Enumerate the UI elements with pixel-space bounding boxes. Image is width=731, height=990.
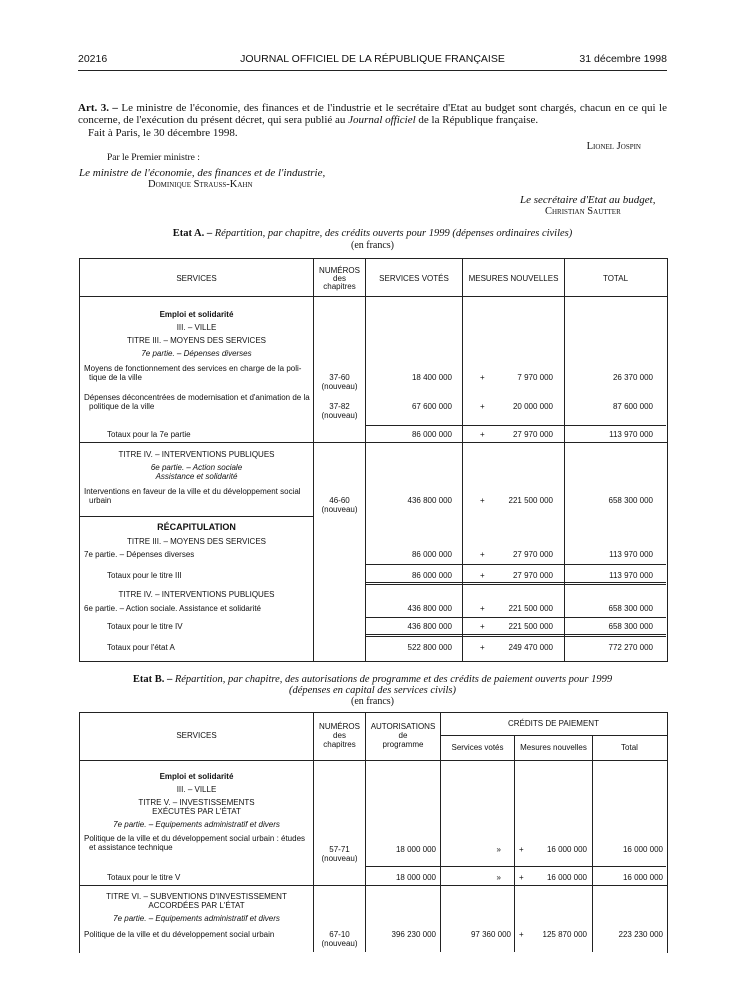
etat-a-tot-t4-mesures: 221 500 000: [508, 622, 553, 631]
etat-b-partie7: 7e partie. – Equipements administratif et divers: [113, 820, 280, 829]
etat-b-tot-t5-ap: 18 000 000: [395, 873, 436, 882]
etat-a-recap-p7-sign: +: [480, 550, 485, 559]
etat-a-row1-label-2: tique de la ville: [89, 373, 142, 382]
etat-a-header-services: SERVICES: [176, 274, 217, 283]
etat-b-header-mesures: Mesures nouvelles: [520, 743, 587, 752]
signer-jospin: Lionel Jospin: [586, 141, 641, 152]
etat-a-row3-sign: +: [480, 496, 485, 505]
etat-a-row2-label-2: politique de la ville: [89, 402, 155, 411]
etat-a-recap: RÉCAPITULATION: [157, 522, 236, 532]
etat-b-row2-sign: +: [519, 930, 524, 939]
etat-a-tot-t3-sign: +: [480, 571, 485, 580]
etat-a-row1-mesures: 7 970 000: [517, 373, 553, 382]
etat-a-row2-sign: +: [480, 402, 485, 411]
etat-a-tot7-mesures: 27 970 000: [512, 430, 553, 439]
etat-b-partie7b: 7e partie. – Equipements administratif et divers: [113, 914, 280, 923]
page-number: 20216: [78, 53, 108, 65]
etat-b-titre5-2: EXÉCUTÉS PAR L'ÉTAT: [152, 807, 241, 816]
etat-b-title: [78, 674, 667, 685]
etat-b-header-votes: Services votés: [451, 743, 504, 752]
etat-a-recap-p7: 7e partie. – Dépenses diverses: [84, 550, 195, 559]
etat-a-row3-votes: 436 800 000: [407, 496, 452, 505]
etat-b-header-chapitres: chapitres: [323, 740, 356, 749]
header-rule: [78, 70, 667, 71]
etat-a-row1-nouveau: (nouveau): [321, 382, 358, 391]
secretary-name: Christian Sautter: [545, 206, 621, 217]
etat-a-row1-label-1: Moyens de fonctionnement des services en charge de la poli-: [84, 364, 302, 373]
etat-b-ville: III. – VILLE: [176, 785, 217, 794]
etat-a-recap-p7-mesures: 27 970 000: [512, 550, 553, 559]
etat-a-row2-total: 87 600 000: [612, 402, 653, 411]
etat-a-tot-a-total: 772 270 000: [608, 643, 653, 652]
etat-b-row2-votes: 97 360 000: [470, 930, 511, 939]
etat-a-tot-t3-total: 113 970 000: [609, 571, 653, 580]
secretary-title: Le secrétaire d'Etat au budget,: [520, 194, 656, 206]
etat-b-titre6-1: TITRE VI. – SUBVENTIONS D'INVESTISSEMENT: [106, 892, 287, 901]
etat-a-tot7-label: Totaux pour la 7e partie: [107, 430, 191, 439]
etat-a-row2-votes: 67 600 000: [411, 402, 452, 411]
etat-b-title-italic-2: (dépenses en capital des services civils): [288, 685, 457, 696]
etat-b-tot-t5-sign: +: [519, 873, 524, 882]
etat-a-assistance: Assistance et solidarité: [155, 472, 238, 481]
etat-a-tot7-votes: 86 000 000: [411, 430, 452, 439]
etat-a-row3-label-2: urbain: [89, 496, 112, 505]
etat-a-row1-total: 26 370 000: [612, 373, 653, 382]
etat-b-row1-label-1: Politique de la ville et du développement social urbain : études: [84, 834, 306, 843]
etat-b-titre5-1: TITRE V. – INVESTISSEMENTS: [138, 798, 255, 807]
etat-a-row3-num: 46-60: [329, 496, 350, 505]
minister-name: Dominique Strauss-Kahn: [148, 179, 253, 190]
etat-a-ville: III. – VILLE: [176, 323, 217, 332]
etat-a-title-bold: Etat A. –: [172, 228, 213, 239]
issue-date: 31 décembre 1998: [579, 53, 667, 65]
etat-a-tot-a-votes: 522 800 000: [407, 643, 452, 652]
journal-title: JOURNAL OFFICIEL DE LA RÉPUBLIQUE FRANÇAISE: [240, 53, 505, 65]
etat-b-title-bold: Etat B. –: [132, 674, 173, 685]
etat-a-recap-p6-votes: 436 800 000: [407, 604, 452, 613]
etat-a-header-chapitres: chapitres: [323, 282, 356, 291]
etat-b-row1-votes: »: [496, 845, 501, 854]
etat-a-tot-a-sign: +: [480, 643, 485, 652]
etat-a-recap-titre3: TITRE III. – MOYENS DES SERVICES: [127, 537, 266, 546]
etat-a-unit: (en francs): [350, 240, 395, 251]
etat-a-tot7-total: 113 970 000: [609, 430, 653, 439]
par-premier-ministre: Par le Premier ministre :: [107, 153, 200, 163]
etat-b-row2-label: Politique de la ville et du développement social urbain: [84, 930, 275, 939]
etat-b-row1-nouveau: (nouveau): [321, 854, 358, 863]
etat-a-header-total: TOTAL: [602, 274, 629, 283]
etat-a-row2-nouveau: (nouveau): [321, 411, 358, 420]
etat-a-row2-label-1: Dépenses déconcentrées de modernisation et d'animation de la: [84, 393, 310, 402]
etat-b-header-programme: programme: [382, 740, 424, 749]
article-end: de la République française.: [418, 114, 539, 126]
etat-a-tot-a-label: Totaux pour l'état A: [107, 643, 175, 652]
article-text: Le ministre de l'économie, des finances et de l'industrie et le secrétaire d'Etat au budget sont chargés, chacun en ce qui le concerne, de l'exécution du présent décret, qui sera publié au: [78, 102, 667, 126]
etat-a-tot-t4-total: 658 300 000: [608, 622, 653, 631]
etat-a-row3-label-1: Interventions en faveur de la ville et du développement social: [84, 487, 301, 496]
etat-b-tot-t5-label: Totaux pour le titre V: [107, 873, 181, 882]
etat-a-tot-a-mesures: 249 470 000: [508, 643, 553, 652]
etat-a-tot-t3-votes: 86 000 000: [411, 571, 452, 580]
fait-a-paris: Fait à Paris, le 30 décembre 1998.: [88, 127, 238, 139]
article-label: Art. 3. –: [78, 102, 118, 114]
etat-b-unit: (en francs): [350, 696, 395, 707]
etat-b-row1-mesures: 16 000 000: [546, 845, 587, 854]
etat-a-recap-p6-sign: +: [480, 604, 485, 613]
etat-b-header-des: des: [333, 731, 346, 740]
etat-a-row3-total: 658 300 000: [608, 496, 653, 505]
etat-b-header-credits: CRÉDITS DE PAIEMENT: [508, 719, 599, 728]
etat-b-header-de: de: [398, 731, 408, 740]
etat-b-tot-t5-mesures: 16 000 000: [546, 873, 587, 882]
etat-a-recap-p6-mesures: 221 500 000: [508, 604, 553, 613]
page-header: [78, 53, 667, 67]
etat-b-header-services: SERVICES: [176, 731, 217, 740]
article-3: [78, 102, 667, 126]
etat-a-section: Emploi et solidarité: [159, 310, 234, 319]
etat-b-section: Emploi et solidarité: [159, 772, 234, 781]
article-jo: Journal officiel: [348, 114, 416, 126]
etat-b-row2-ap: 396 230 000: [391, 930, 436, 939]
etat-a-title: [78, 228, 667, 239]
etat-b-header-numeros: NUMÉROS: [319, 722, 360, 731]
etat-b-row2-total: 223 230 000: [618, 930, 663, 939]
etat-b-title-italic-1: Répartition, par chapitre, des autorisations de programme et des crédits de paiement ouverts pour 1999: [174, 674, 613, 685]
etat-b-row2-nouveau: (nouveau): [321, 939, 358, 948]
etat-a-row2-mesures: 20 000 000: [512, 402, 553, 411]
etat-a-tot-t3-label: Totaux pour le titre III: [107, 571, 182, 580]
etat-b-row1-ap: 18 000 000: [395, 845, 436, 854]
etat-a-header-numeros: NUMÉROS: [319, 266, 360, 275]
etat-a-recap-p6: 6e partie. – Action sociale. Assistance et solidarité: [84, 604, 261, 613]
etat-a-recap-p7-votes: 86 000 000: [411, 550, 452, 559]
etat-a-row1-num: 37-60: [329, 373, 350, 382]
etat-b-row1-label-2: et assistance technique: [89, 843, 173, 852]
etat-b-row2-num: 67-10: [329, 930, 350, 939]
etat-a-partie6: 6e partie. – Action sociale: [150, 463, 243, 472]
etat-a-row1-votes: 18 400 000: [411, 373, 452, 382]
etat-b-tot-t5-total: 16 000 000: [622, 873, 663, 882]
etat-b-header-autorisations: AUTORISATIONS: [370, 722, 436, 731]
etat-b-tot-t5-votes: »: [496, 873, 501, 882]
etat-a-tot-t4-votes: 436 800 000: [407, 622, 452, 631]
etat-a-tot-t4-sign: +: [480, 622, 485, 631]
etat-a-tot-t4-label: Totaux pour le titre IV: [107, 622, 183, 631]
etat-b-row2-mesures: 125 870 000: [542, 930, 587, 939]
etat-a-row3-mesures: 221 500 000: [508, 496, 553, 505]
etat-a-header-des: des: [333, 274, 346, 283]
etat-a-recap-p7-total: 113 970 000: [609, 550, 653, 559]
etat-a-titre4: TITRE IV. – INTERVENTIONS PUBLIQUES: [118, 450, 275, 459]
etat-a-row2-num: 37-82: [329, 402, 350, 411]
etat-a-partie7: 7e partie. – Dépenses diverses: [141, 349, 252, 358]
etat-b-row1-sign: +: [519, 845, 524, 854]
etat-b-titre6-2: ACCORDÉES PAR L'ÉTAT: [148, 901, 245, 910]
etat-a-recap-titre4: TITRE IV. – INTERVENTIONS PUBLIQUES: [118, 590, 275, 599]
etat-a-header-votes: SERVICES VOTÉS: [379, 274, 449, 283]
etat-b-row1-total: 16 000 000: [622, 845, 663, 854]
etat-a-tot7-sign: +: [480, 430, 485, 439]
etat-a-recap-p6-total: 658 300 000: [608, 604, 653, 613]
minister-title: Le ministre de l'économie, des finances et de l'industrie,: [79, 167, 326, 179]
etat-a-title-italic: Répartition, par chapitre, des crédits ouverts pour 1999 (dépenses ordinaires civiles): [214, 228, 573, 239]
etat-a-header-mesures: MESURES NOUVELLES: [468, 274, 559, 283]
etat-a-row3-nouveau: (nouveau): [321, 505, 358, 514]
etat-b-header-total: Total: [621, 743, 638, 752]
etat-b-row1-num: 57-71: [329, 845, 350, 854]
etat-a-row1-sign: +: [480, 373, 485, 382]
etat-a-titre3: TITRE III. – MOYENS DES SERVICES: [127, 336, 266, 345]
etat-a-tot-t3-mesures: 27 970 000: [512, 571, 553, 580]
